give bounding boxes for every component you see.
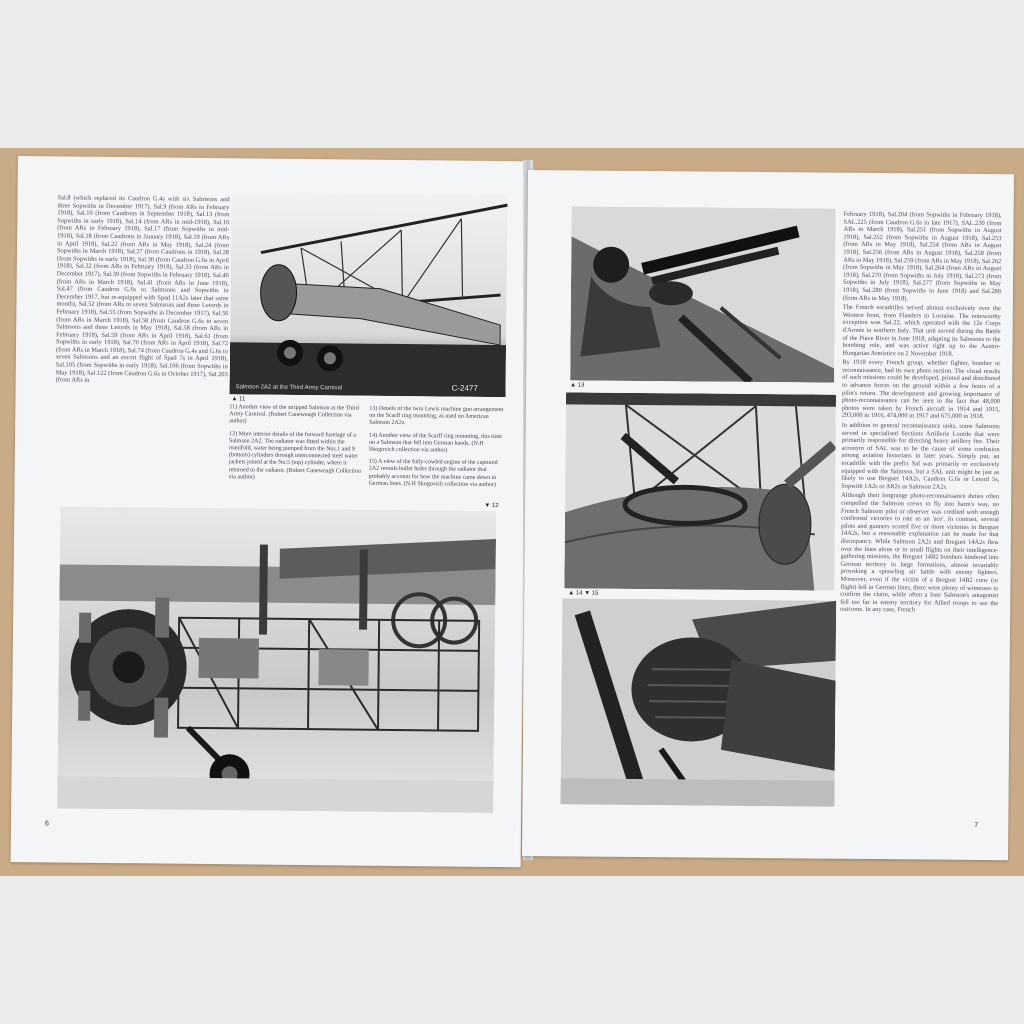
- text-paragraph: In addition to general reconnaissance units, some Salmsons served in specialised Sections Artillerie Lourde that were primarily responsible for directing heavy artillery fire. Their acronym of SAL was to be the cause of some confusion among aviation historians in later years. Simply put, an escadrille with the prefix Sal was primarily or exclusively equipped with the Salmson, but a SAL unit might be just as likely to use Breguet 14A2s, Caudron G.6s or Letord 5s, Sopwith 1A2s or AR2s as Salmson 2A2s.: [841, 421, 1000, 491]
- caption-12: 12) More interior details of the forward fuselage of a Salmson 2A2. The radiator was fitted within the manifold, water being pumped from the Nos.1 and 9 (bottom) cylinders through interconnected steel water jackets joined at the No.5 (top) cylinder, where it returned to the radiator. (Robert Caneweagh Collection via author): [228, 430, 361, 481]
- caption-14: 14) Another view of the Scarff ring mounting, this time on a Salmson that fell into German hands. (N.H Skogovich collection via author): [368, 432, 502, 454]
- background-surface-bottom: [0, 876, 1024, 1024]
- photo-stripped-salmson: [230, 192, 508, 397]
- figure-marker-11: ▲ 11: [231, 396, 246, 403]
- text-paragraph: By 1918 every French group, whether fighter, bomber or reconnaissance, had its own photo section. The visual results of such missions could be developed, printed and distributed to advance forces on the ground within a few hours of a pilot's return. The development and growing importance of photo-reconnaissance can be seen in the fact that 48,000 photos were taken by French aircraft in 1914 and 1915, 293,000 in 1916, 474,000 in 1917 and 675,000 in 1918.: [841, 359, 1001, 421]
- text-paragraph: Sal.8 (which replaced its Caudron G.4s with six Salmsons and three Sopwiths in December 1917), Sal.9 (from ARs in February 1918), Sal.10 (from Caudrons in September 1918), Sal.13 (from Sopwiths in early 1918), Sal.14 (from ARs in mid-1918), Sal.16 (from ARs in February 1918), Sal.17 (from Sopwiths in mid-1918), Sal.18 (from Caudrons in January 1918), Sal.19 (from ARs in April 1918), Sal.22 (from ARs in May 1918), Sal.24 (from Sopwiths in March 1918), Sal.27 (from Caudrons in 1918), Sal.28 (from Sopwiths in early 1918), Sal.30 (from Caudron G.6s in April 1918), Sal.32 (from ARs in February 1918), Sal.33 (from ARs in December 1917), Sal.39 (from Sopwiths in February 1918), Sal.40 (from ARs in March 1918), Sal.41 (from ARs in June 1918), Sal.47 (from Caudron G.6s to Salmsons and Sopwiths in December 1917, but re-equipped with Spad 11A2s later that same month), Sal.52 (from ARs to seven Salmsons and three Letords in February 1918), Sal.55 (from Sopwiths in December 1917), Sal.56 (from ARs in March 1918), Sal.58 (from Caudron G.6s to seven Salmsons and three Letords in May 1918), Sal.58 (from ARs in February 1918), Sal.59 (from ARs in April 1918), Sal.61 (from Sopwiths in early 1918), Sal.70 (from ARs in April 1918), Sal.72 (from ARs in March 1918), Sal.74 (from Caudron G.4s and G.6s to seven Salmsons and an escort flight of Spad 7s in April 1918), Sal.105 (from Sopwiths in early 1918), Sal.106 (from Sopwiths in May 1918), Sal.122 (from Caudron G.6s in October 1917), Sal.203 (from ARs in: [55, 194, 230, 385]
- text-paragraph: Although their longrange photo-reconnaissance duties often compelled the Salmson crews to fly into harm's way, no French Salmson pilot or observer was credited with enough confirmed victories to rate as an 'ace'. In contrast, several pilots and gunners scored five or more victories in Breguet 14A2s, but a reasonable explanation can be made for that discrepancy. While Salmson 2A2s and Breguet 14A2s flew over the lines alone or in small flights on their intelligence-gathering missions, the Breguet 14B2 bombers hindered into German territory in large formations, almost invariably provoking a sprawling air battle with enemy fighters. Moreover, even if the victim of a Breguet 14B2 crew (or flight) fell in German lines, there were plenty of witnesses to confirm the claim, while often a lone Salmson's antagonist fell too far in enemy territory for Allied troops to see the outcome. In any case, French: [840, 492, 1000, 614]
- caption-column-a: [228, 404, 363, 509]
- figure-marker-13: ▲ 13: [570, 382, 585, 389]
- photo-overprint-text: Salmson 2A2 at the Third Army Carnival: [235, 384, 343, 392]
- right-text-column: [838, 211, 1001, 820]
- background-surface-top: [0, 0, 1024, 148]
- left-page: [11, 156, 528, 867]
- caption-11: 11) Another view of the stripped Salmson at the Third Army Carnival. (Robert Caneweagh Collection via author): [229, 404, 359, 425]
- photo-cowled-engine-captured: [560, 598, 836, 806]
- page-number-right: 7: [974, 821, 979, 829]
- photo-forward-fuselage-interior: [57, 506, 496, 813]
- figure-marker-12: ▼ 12: [484, 502, 499, 510]
- page-number-left: 6: [44, 820, 49, 828]
- caption-column-b: [368, 406, 505, 511]
- right-page: [522, 170, 1014, 860]
- figure-marker-14-15: ▲ 14 ▼ 15: [568, 590, 599, 597]
- photo-scarff-ring-mounting: [564, 392, 836, 590]
- caption-15: 15) A view of the fully-cowled engine of the captured 2A2 reveals bullet holes through the radiator that probably account for how the machine came down in German lines. (N.H Skogovich collection via author): [368, 458, 498, 488]
- left-text-column: [54, 194, 229, 508]
- aircraft-serial: C-2477: [451, 383, 478, 393]
- text-paragraph: The French escadrilles served almost exclusively over the Western front, from Flanders to Lorraine. The noteworthy exception was Sal.22, which operated with the 12e Corps d'Armée in northern Italy. That unit served during the Battle of the Piave River in June 1918, adapting its Salmsons to the bombing role, and was active right up to the Austro-Hungarian Armistice on 2 November 1918.: [842, 303, 1001, 358]
- photo-twin-lewis-guns: [570, 206, 836, 382]
- text-paragraph: February 1918), Sal.204 (from Sopwiths in February 1918), SAL.225 (from Caudron G.6s in late 1917), SAL.230 (from ARs in March 1918), Sal.251 (from Sopwiths in August 1918), Sal.252 (from Sopwiths in August 1918), Sal.253 (from ARs in May 1918), Sal.254 (from ARs in August 1918), Sal.256 (from ARs in August 1918), Sal.258 (from ARs in May 1918), Sal.259 (from ARs in May 1918), Sal.262 (from Sopwiths in May 1918), Sal.264 (from ARs in August 1918), Sal.270 (from Sopwiths in July 1918), Sal.273 (from Sopwiths in July 1918), Sal.277 (from Sopwiths in May 1918), Sal.280 (from Sopwiths in June 1918) and Sal.288 (from ARs in May 1918).: [842, 210, 1002, 302]
- caption-13: 13) Details of the twin Lewis machine gun arrangement on the Scarff ring mounting, as used on American Salmson 2A2s.: [369, 405, 504, 427]
